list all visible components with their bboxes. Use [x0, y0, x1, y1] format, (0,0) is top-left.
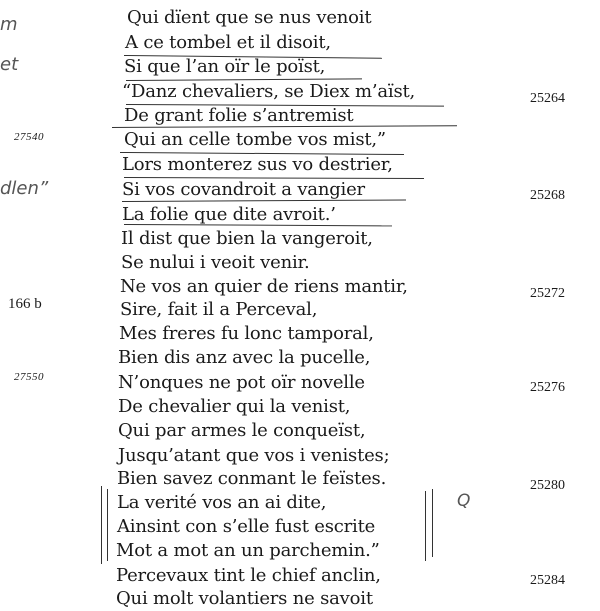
right-line-number-3: 25272: [530, 286, 565, 301]
pen-bracket-left-inner: [107, 489, 108, 561]
verse-line-23: Mot a mot an un parchemin.”: [116, 540, 380, 561]
verse-line-25: Qui molt volantiers ne savoit: [116, 588, 373, 609]
verse-line-8: Si vos covandroit a vangier: [122, 179, 365, 200]
verse-line-20: Bien savez conmant le feïstes.: [117, 468, 387, 489]
verse-line-17: De chevalier qui la venist,: [118, 396, 351, 417]
verse-line-14: Mes freres fu lonc tamporal,: [119, 323, 374, 344]
left-line-number-1: 27540: [14, 131, 44, 143]
margin-note-2: et: [0, 54, 19, 75]
verse-line-13: Sire, fait il a Perceval,: [120, 299, 318, 320]
verse-line-1: Qui dïent que se nus venoit: [127, 7, 372, 28]
verse-line-5: De grant folie s’antremist: [124, 105, 354, 126]
verse-line-15: Bien dis anz avec la pucelle,: [118, 347, 371, 368]
verse-line-4: “Danz chevaliers, se Diex m’aïst,: [122, 81, 416, 102]
right-line-number-5: 25280: [530, 478, 565, 493]
verse-line-12: Ne vos an quier de riens mantir,: [120, 276, 408, 297]
verse-line-21: La verité vos an ai dite,: [117, 492, 327, 513]
margin-note-1: m: [0, 14, 18, 35]
verse-line-19: Jusqu’atant que vos i venistes;: [118, 445, 390, 466]
pen-bracket-right-inner: [432, 489, 433, 557]
margin-note-3: dlen”: [0, 178, 49, 199]
verse-line-2: A ce tombel et il disoit,: [125, 32, 331, 53]
right-line-number-2: 25268: [530, 188, 565, 203]
verse-line-22: Ainsint con s’elle fust escrite: [117, 516, 376, 537]
verse-line-10: Il dist que bien la vangeroit,: [121, 228, 373, 249]
margin-note-4: Q: [457, 491, 471, 511]
verse-line-6: Qui an celle tombe vos mist,”: [124, 129, 386, 150]
pen-bracket-right-outer: [425, 491, 426, 561]
verse-line-18: Qui par armes le conqueïst,: [118, 420, 366, 441]
pen-bracket-left-outer: [101, 486, 102, 564]
verse-line-3: Si que l’an oïr le poïst,: [124, 56, 326, 77]
verse-line-24: Percevaux tint le chief anclin,: [116, 565, 381, 586]
verse-line-9: La folie que dite avroit.’: [122, 204, 336, 225]
right-line-number-1: 25264: [530, 91, 565, 106]
left-line-number-2: 27550: [14, 371, 44, 383]
right-line-number-6: 25284: [530, 573, 565, 588]
verse-line-7: Lors monterez sus vo destrier,: [122, 154, 393, 175]
right-line-number-4: 25276: [530, 380, 565, 395]
verse-line-16: N’onques ne pot oïr novelle: [118, 372, 365, 393]
folio-number: 166 b: [8, 296, 42, 312]
verse-line-11: Se nului i veoit venir.: [121, 252, 310, 273]
